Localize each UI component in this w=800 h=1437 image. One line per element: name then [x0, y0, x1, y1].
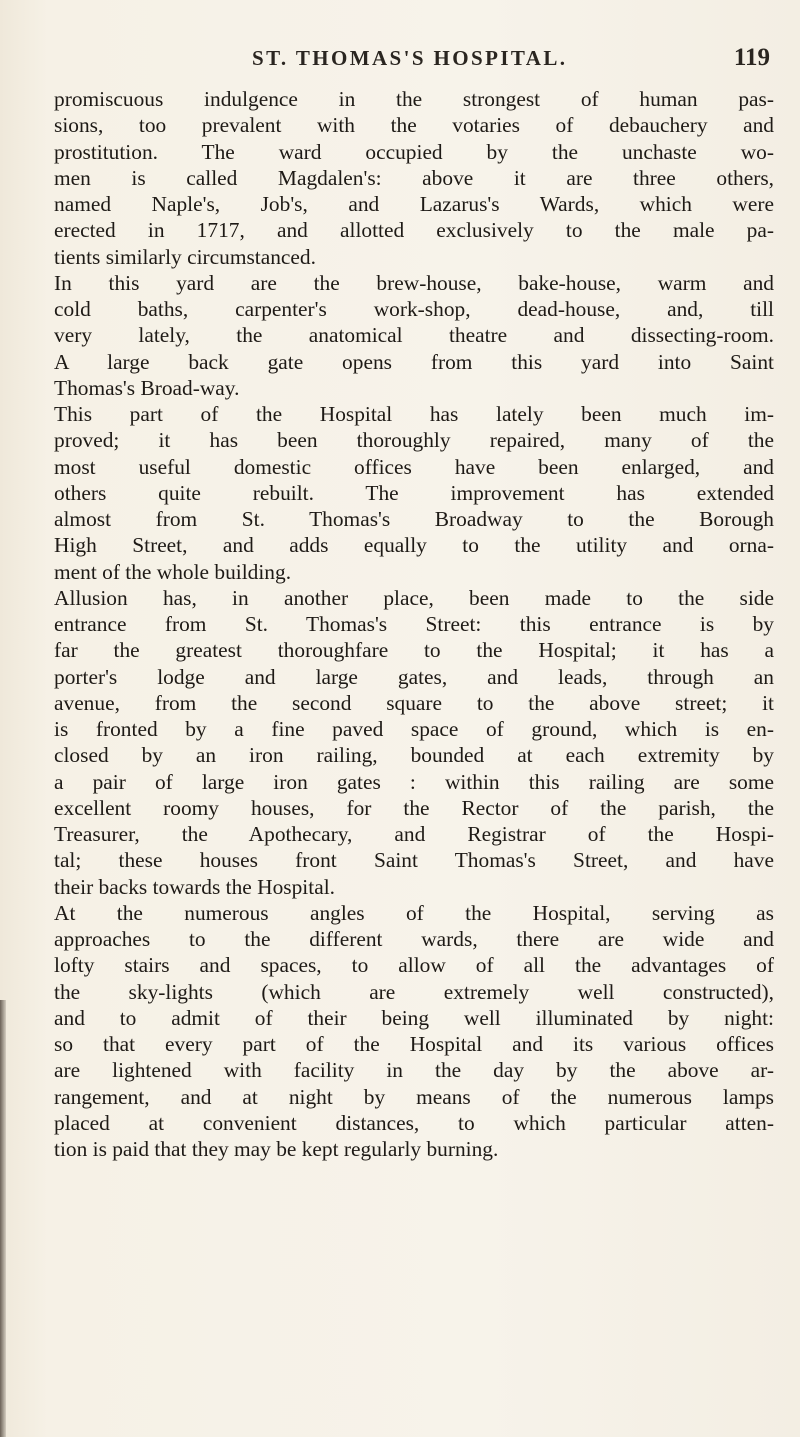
text-line: prostitution. The ward occupied by the unchaste wo- — [54, 139, 774, 164]
text-line: named Naple's, Job's, and Lazarus's Wards, which were — [54, 192, 774, 216]
text-line: entrance from St. Thomas's Street: this entrance is by — [54, 612, 774, 636]
text-line: sions, too prevalent with the votaries of debauchery and — [54, 113, 774, 138]
text-line: A large back gate opens from this yard into Saint — [54, 349, 774, 374]
text-line: Thomas's Broad-way. — [54, 375, 240, 400]
text-line: their backs towards the Hospital. — [54, 874, 335, 899]
text-line: ment of the whole building. — [54, 559, 292, 584]
text-line: approaches to the different wards, there are wide and — [54, 927, 774, 951]
text-line: avenue, from the second square to the above street; it — [54, 690, 774, 715]
text-line: Treasurer, the Apothecary, and Registrar of the Hospi- — [54, 822, 774, 846]
text-line: closed by an iron railing, bounded at each extremity by — [54, 743, 774, 768]
text-line: so that every part of the Hospital and its various offices — [54, 1032, 774, 1056]
text-line: At the numerous angles of the Hospital, serving as — [54, 900, 774, 925]
text-line: is fronted by a fine paved space of ground, which is en- — [54, 717, 774, 741]
text-line: men is called Magdalen's: above it are three others, — [54, 165, 774, 190]
text-line: are lightened with facility in the day by the above ar- — [54, 1058, 774, 1083]
text-line: almost from St. Thomas's Broadway to the Borough — [54, 507, 774, 531]
page-header — [80, 40, 770, 80]
text-line: lofty stairs and spaces, to allow of all the advantages of — [54, 953, 774, 978]
text-line: porter's lodge and large gates, and leads, through an — [54, 664, 774, 689]
text-line: a pair of large iron gates : within this railing are some — [54, 769, 774, 794]
text-line: cold baths, carpenter's work-shop, dead-house, and, till — [54, 297, 774, 321]
text-line: erected in 1717, and allotted exclusively to the male pa- — [54, 218, 774, 243]
text-line: excellent roomy houses, for the Rector of the parish, the — [54, 795, 774, 820]
text-line: tal; these houses front Saint Thomas's Street, and have — [54, 848, 774, 873]
page-edge-shadow — [0, 1000, 6, 1437]
running-head: ST. THOMAS'S HOSPITAL. — [252, 46, 568, 70]
text-line: tion is paid that they may be kept regularly burning. — [54, 1137, 499, 1161]
text-line: most useful domestic offices have been enlarged, and — [54, 454, 774, 479]
text-line: High Street, and adds equally to the utility and orna- — [54, 533, 774, 558]
text-line: proved; it has been thoroughly repaired, many of the — [54, 428, 774, 453]
text-line: far the greatest thoroughfare to the Hospital; it has a — [54, 638, 774, 663]
text-line: and to admit of their being well illuminated by night: — [54, 1005, 774, 1030]
text-line: others quite rebuilt. The improvement has extended — [54, 480, 774, 505]
body-text — [54, 86, 774, 1162]
text-line: tients similarly circumstanced. — [54, 244, 316, 269]
text-line: very lately, the anatomical theatre and dissecting-room. — [54, 323, 774, 348]
text-line: the sky-lights (which are extremely well constructed), — [54, 979, 774, 1004]
text-line: rangement, and at night by means of the numerous lamps — [54, 1084, 774, 1109]
text-line: placed at convenient distances, to which particular atten- — [54, 1110, 774, 1135]
text-line: promiscuous indulgence in the strongest of human pas- — [54, 87, 774, 111]
text-line: Allusion has, in another place, been made to the side — [54, 585, 774, 610]
page-number: 119 — [733, 44, 770, 71]
text-line: This part of the Hospital has lately been much im- — [54, 402, 774, 426]
text-line: In this yard are the brew-house, bake-house, warm and — [54, 270, 774, 295]
